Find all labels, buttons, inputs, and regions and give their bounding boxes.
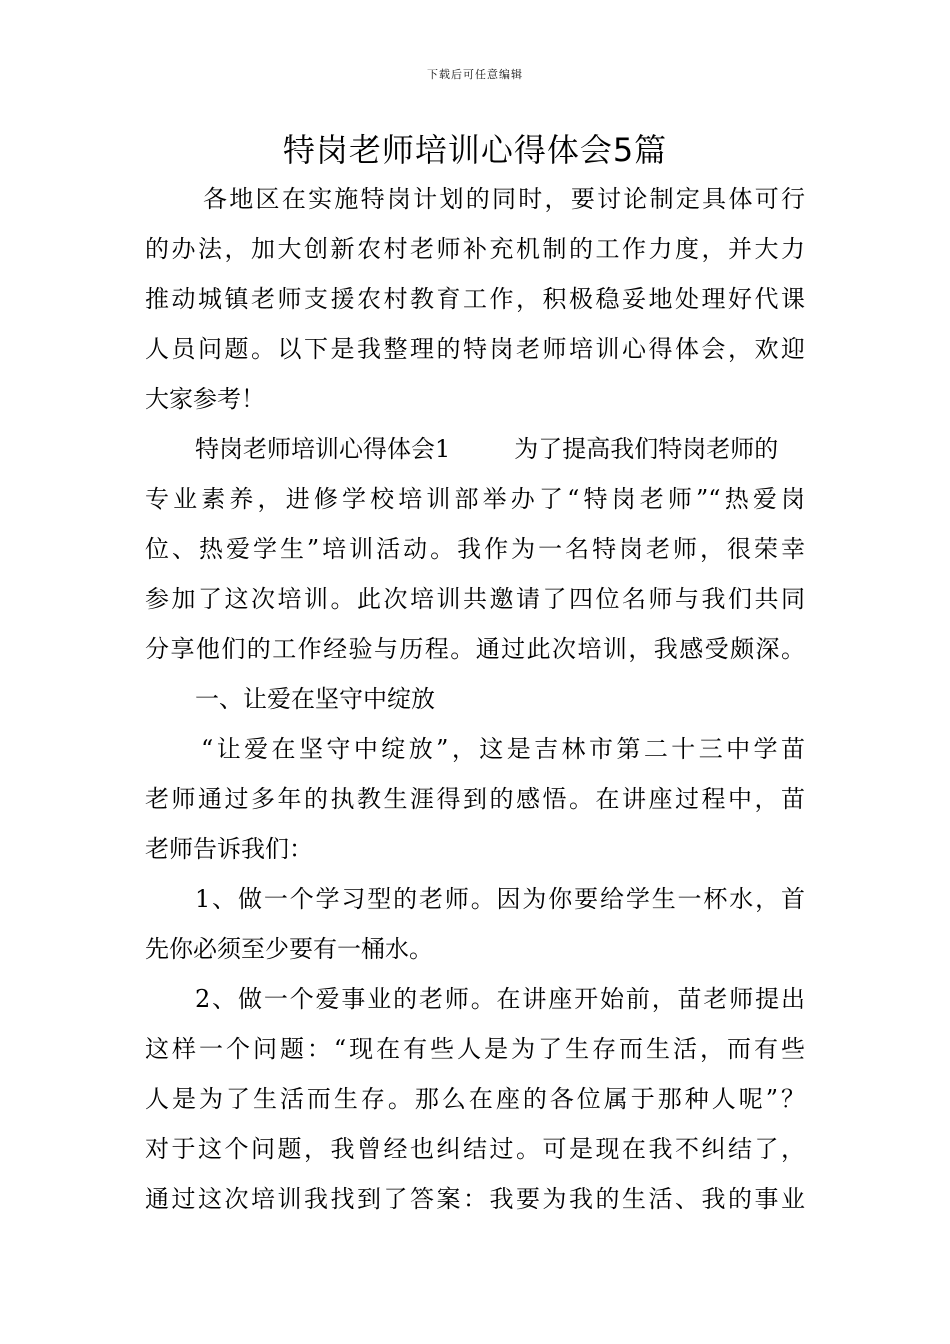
document-body bbox=[145, 174, 805, 1224]
body-line: 分享他们的工作经验与历程。通过此次培训，我感受颇深。 bbox=[145, 635, 805, 663]
body-line: 对于这个问题，我曾经也纠结过。可是现在我不纠结了， bbox=[145, 1135, 805, 1163]
header-note: 下载后可任意编辑 bbox=[427, 68, 523, 81]
body-line: 老师通过多年的执教生涯得到的感悟。在讲座过程中，苗 bbox=[145, 785, 805, 813]
document-title: 特岗老师培训心得体会5篇 bbox=[282, 131, 668, 169]
body-line: 大家参考！ bbox=[145, 385, 265, 413]
list-item-line: 1、做一个学习型的老师。因为你要给学生一杯水，首 bbox=[195, 885, 805, 913]
subheading-line: 一、让爱在坚守中绽放 bbox=[195, 685, 435, 713]
body-line: 位、热爱学生”培训活动。我作为一名特岗老师，很荣幸 bbox=[145, 535, 805, 563]
section-intro: 为了提高我们特岗老师的 bbox=[514, 435, 779, 463]
section-heading: 特岗老师培训心得体会1 bbox=[195, 435, 451, 463]
list-item-line: 2、做一个爱事业的老师。在讲座开始前，苗老师提出 bbox=[195, 985, 805, 1013]
body-line: 的办法，加大创新农村老师补充机制的工作力度，并大力 bbox=[145, 235, 805, 263]
body-line: 通过这次培训我找到了答案：我要为我的生活、我的事业 bbox=[145, 1185, 805, 1213]
body-line: 老师告诉我们： bbox=[145, 835, 313, 863]
body-line: “让爱在坚守中绽放”，这是吉林市第二十三中学苗 bbox=[201, 735, 805, 763]
body-line-section-heading bbox=[145, 424, 805, 474]
body-line: 推动城镇老师支援农村教育工作，积极稳妥地处理好代课 bbox=[145, 285, 805, 313]
body-line: 参加了这次培训。此次培训共邀请了四位名师与我们共同 bbox=[145, 585, 805, 613]
body-line: 各地区在实施特岗计划的同时，要讨论制定具体可行 bbox=[203, 185, 805, 213]
body-line: 人员问题。以下是我整理的特岗老师培训心得体会，欢迎 bbox=[145, 335, 805, 363]
body-line: 这样一个问题：“现在有些人是为了生存而生活，而有些 bbox=[145, 1035, 805, 1063]
body-line: 专业素养，进修学校培训部举办了“特岗老师”“热爱岗 bbox=[145, 485, 805, 513]
body-line: 先你必须至少要有一桶水。 bbox=[145, 935, 433, 963]
body-line: 人是为了生活而生存。那么在座的各位属于那种人呢”？ bbox=[145, 1085, 805, 1113]
